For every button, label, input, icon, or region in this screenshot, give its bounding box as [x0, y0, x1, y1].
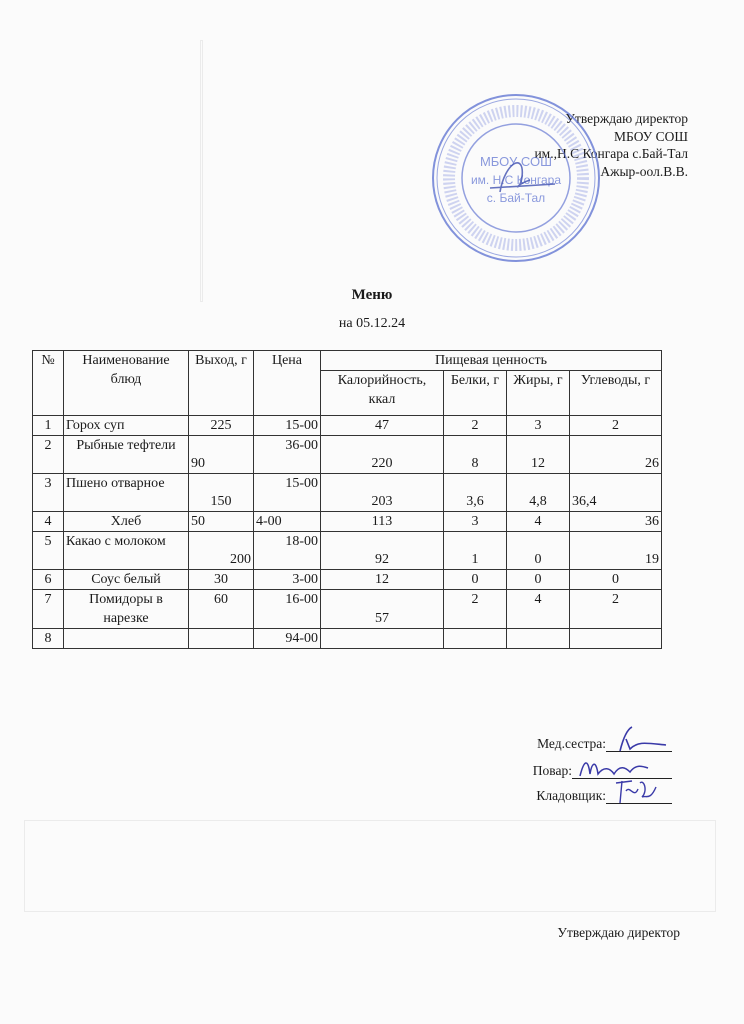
header-calories: Калорийность, ккал [321, 371, 444, 416]
cell-num: 8 [33, 629, 64, 649]
signature-nurse [537, 736, 672, 752]
cell-price: 18-00 [254, 532, 321, 570]
table-row [33, 474, 662, 512]
header-protein: Белки, г [444, 371, 507, 416]
menu-date: на 05.12.24 [338, 316, 406, 331]
cell-calories: 92 [321, 532, 444, 570]
cell-fat: 0 [507, 570, 570, 590]
cell-price: 36-00 [254, 436, 321, 474]
cell-output: 60 [189, 590, 254, 629]
cell-price: 15-00 [254, 474, 321, 512]
cell-calories: 12 [321, 570, 444, 590]
approval-line: им.,Н.С Конгара с.Бай-Тал [534, 146, 688, 161]
cell-carbs: 2 [570, 590, 662, 629]
bleed-through-mark [200, 40, 203, 302]
cell-protein: 2 [444, 590, 507, 629]
cell-name [64, 629, 189, 649]
table-header-row [33, 351, 662, 371]
approval-line: МБОУ СОШ [614, 128, 688, 144]
school-stamp [430, 92, 602, 264]
header-nutrition: Пищевая ценность [321, 351, 662, 371]
header-fat: Жиры, г [507, 371, 570, 416]
handwritten-signature [610, 777, 670, 805]
cell-protein: 3 [444, 512, 507, 532]
cell-carbs: 19 [570, 532, 662, 570]
approval-line: Утверждаю директор [565, 111, 688, 126]
cell-output: 50 [189, 512, 254, 532]
signature-label: Мед.сестра: [537, 736, 606, 751]
cell-protein [444, 629, 507, 649]
cell-protein: 2 [444, 416, 507, 436]
cell-fat: 4,8 [507, 474, 570, 512]
cell-output: 225 [189, 416, 254, 436]
cell-price: 4-00 [254, 512, 321, 532]
signature-line [606, 737, 672, 752]
header-price: Цена [254, 351, 321, 416]
cell-name: Помидоры в нарезке [64, 590, 189, 629]
table-row [33, 590, 662, 629]
cell-price: 15-00 [254, 416, 321, 436]
signature-label: Кладовщик: [536, 788, 606, 803]
header-name: Наименование блюд [64, 351, 189, 416]
header-num: № [33, 351, 64, 416]
cell-name: Какао с молоком [64, 532, 189, 570]
cell-name: Хлеб [64, 512, 189, 532]
header-carbs: Углеводы, г [570, 371, 662, 416]
cell-price-total: 94-00 [254, 629, 321, 649]
signature-line [606, 789, 672, 804]
svg-text:им. Н.С Конгара: им. Н.С Конгара [470, 173, 562, 187]
cell-protein: 0 [444, 570, 507, 590]
approval-line: Ажыр-оол.В.В. [600, 163, 688, 179]
signature-label: Повар: [532, 763, 572, 778]
cell-num: 1 [33, 416, 64, 436]
cell-calories: 47 [321, 416, 444, 436]
cell-carbs: 36 [570, 512, 662, 532]
cell-name: Соус белый [64, 570, 189, 590]
cell-fat [507, 629, 570, 649]
cell-num: 5 [33, 532, 64, 570]
table-row-total [33, 629, 662, 649]
cell-carbs: 0 [570, 570, 662, 590]
table-row [33, 532, 662, 570]
cell-name: Горох суп [64, 416, 189, 436]
cell-calories: 203 [321, 474, 444, 512]
page-title: Меню [351, 287, 393, 303]
cell-num: 3 [33, 474, 64, 512]
cell-fat: 3 [507, 416, 570, 436]
table-row [33, 512, 662, 532]
cell-fat: 0 [507, 532, 570, 570]
handwritten-signature [610, 725, 670, 753]
table-row [33, 570, 662, 590]
cell-calories: 57 [321, 590, 444, 629]
cell-fat: 4 [507, 512, 570, 532]
cell-num: 7 [33, 590, 64, 629]
cell-name: Рыбные тефтели [64, 436, 189, 474]
cell-protein: 1 [444, 532, 507, 570]
bleed-through-mark [24, 820, 716, 912]
cell-name: Пшено отварное [64, 474, 189, 512]
cell-output: 200 [189, 532, 254, 570]
cell-output: 30 [189, 570, 254, 590]
table-row [33, 436, 662, 474]
cell-carbs [570, 629, 662, 649]
table-row [33, 416, 662, 436]
cell-fat: 4 [507, 590, 570, 629]
cell-price: 16-00 [254, 590, 321, 629]
cell-calories [321, 629, 444, 649]
signature-storekeeper [536, 788, 672, 804]
svg-text:с. Бай-Тал: с. Бай-Тал [486, 191, 546, 205]
header-output: Выход, г [189, 351, 254, 416]
cell-carbs: 2 [570, 416, 662, 436]
cell-fat: 12 [507, 436, 570, 474]
cell-output: 150 [189, 474, 254, 512]
footer-approval: Утверждаю директор [557, 925, 680, 940]
cell-output [189, 629, 254, 649]
cell-num: 2 [33, 436, 64, 474]
svg-text:МБОУ СОШ: МБОУ СОШ [479, 154, 553, 169]
cell-protein: 3,6 [444, 474, 507, 512]
cell-carbs: 36,4 [570, 474, 662, 512]
cell-price: 3-00 [254, 570, 321, 590]
cell-num: 6 [33, 570, 64, 590]
cell-calories: 220 [321, 436, 444, 474]
cell-num: 4 [33, 512, 64, 532]
cell-output: 90 [189, 436, 254, 474]
cell-protein: 8 [444, 436, 507, 474]
menu-table [32, 350, 662, 649]
cell-carbs: 26 [570, 436, 662, 474]
cell-calories: 113 [321, 512, 444, 532]
